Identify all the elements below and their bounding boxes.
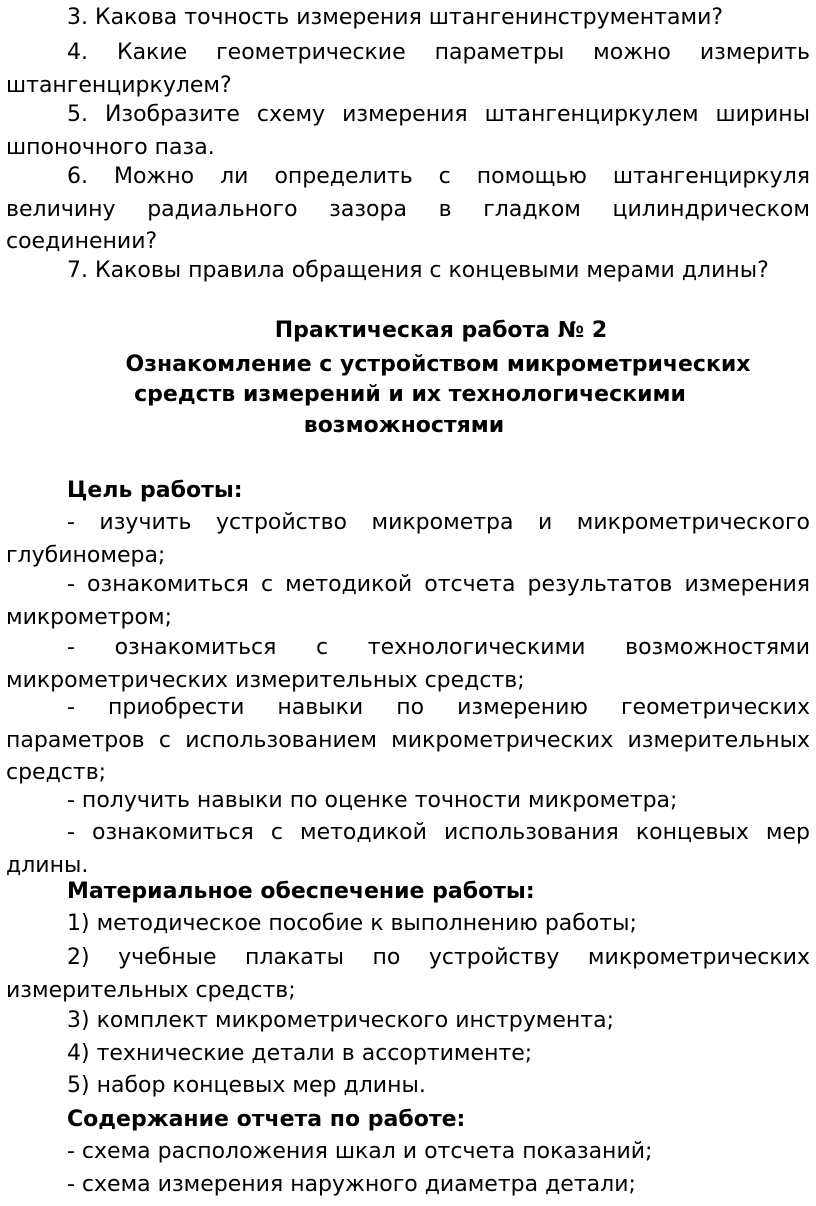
question-3: 3. Какова точность измерения штангенинструментами? xyxy=(67,5,724,30)
materials-item-2: 2) учебные плакаты по устройству микрометрических измерительных средств; xyxy=(6,945,810,1003)
goal-item-5: - получить навыки по оценке точности микрометра; xyxy=(67,788,678,813)
goal-item-1: - изучить устройство микрометра и микрометрического глубиномера; xyxy=(6,510,810,568)
work-title-line-3: возможностями xyxy=(303,413,505,438)
materials-item-1: 1) методическое пособие к выполнению работы; xyxy=(67,911,637,936)
work-title-line-2: средств измерений и их технологическими xyxy=(134,382,686,407)
goal-label: Цель работы: xyxy=(67,478,243,503)
materials-label: Материальное обеспечение работы: xyxy=(67,879,535,904)
report-label: Содержание отчета по работе: xyxy=(67,1107,466,1132)
work-title-line-1: Ознакомление с устройством микрометрических xyxy=(125,352,751,377)
goal-item-3: - ознакомиться с технологическими возможностями микрометрических измерительных средств; xyxy=(6,635,810,693)
goal-item-2: - ознакомиться с методикой отсчета результатов измерения микрометром; xyxy=(6,572,810,630)
work-number: Практическая работа № 2 xyxy=(274,318,608,343)
question-5: 5. Изобразите схему измерения штангенциркулем ширины шпоночного паза. xyxy=(6,102,810,160)
goal-item-6: - ознакомиться с методикой использования концевых мер длины. xyxy=(6,820,810,878)
question-7: 7. Каковы правила обращения с концевыми мерами длины? xyxy=(67,258,769,283)
materials-item-5: 5) набор концевых мер длины. xyxy=(67,1073,426,1098)
report-item-2: - схема измерения наружного диаметра детали; xyxy=(67,1172,636,1197)
goal-item-4: - приобрести навыки по измерению геометрических параметров с использованием микрометрических измерительных средств; xyxy=(6,695,810,785)
report-item-1: - схема расположения шкал и отсчета показаний; xyxy=(67,1139,653,1164)
question-4: 4. Какие геометрические параметры можно измерить штангенциркулем? xyxy=(6,40,810,98)
materials-item-4: 4) технические детали в ассортименте; xyxy=(67,1041,533,1066)
question-6: 6. Можно ли определить с помощью штангенциркуля величину радиального зазора в гладком цилиндрическом соединении? xyxy=(6,164,810,254)
materials-item-3: 3) комплект микрометрического инструмента; xyxy=(67,1008,615,1033)
